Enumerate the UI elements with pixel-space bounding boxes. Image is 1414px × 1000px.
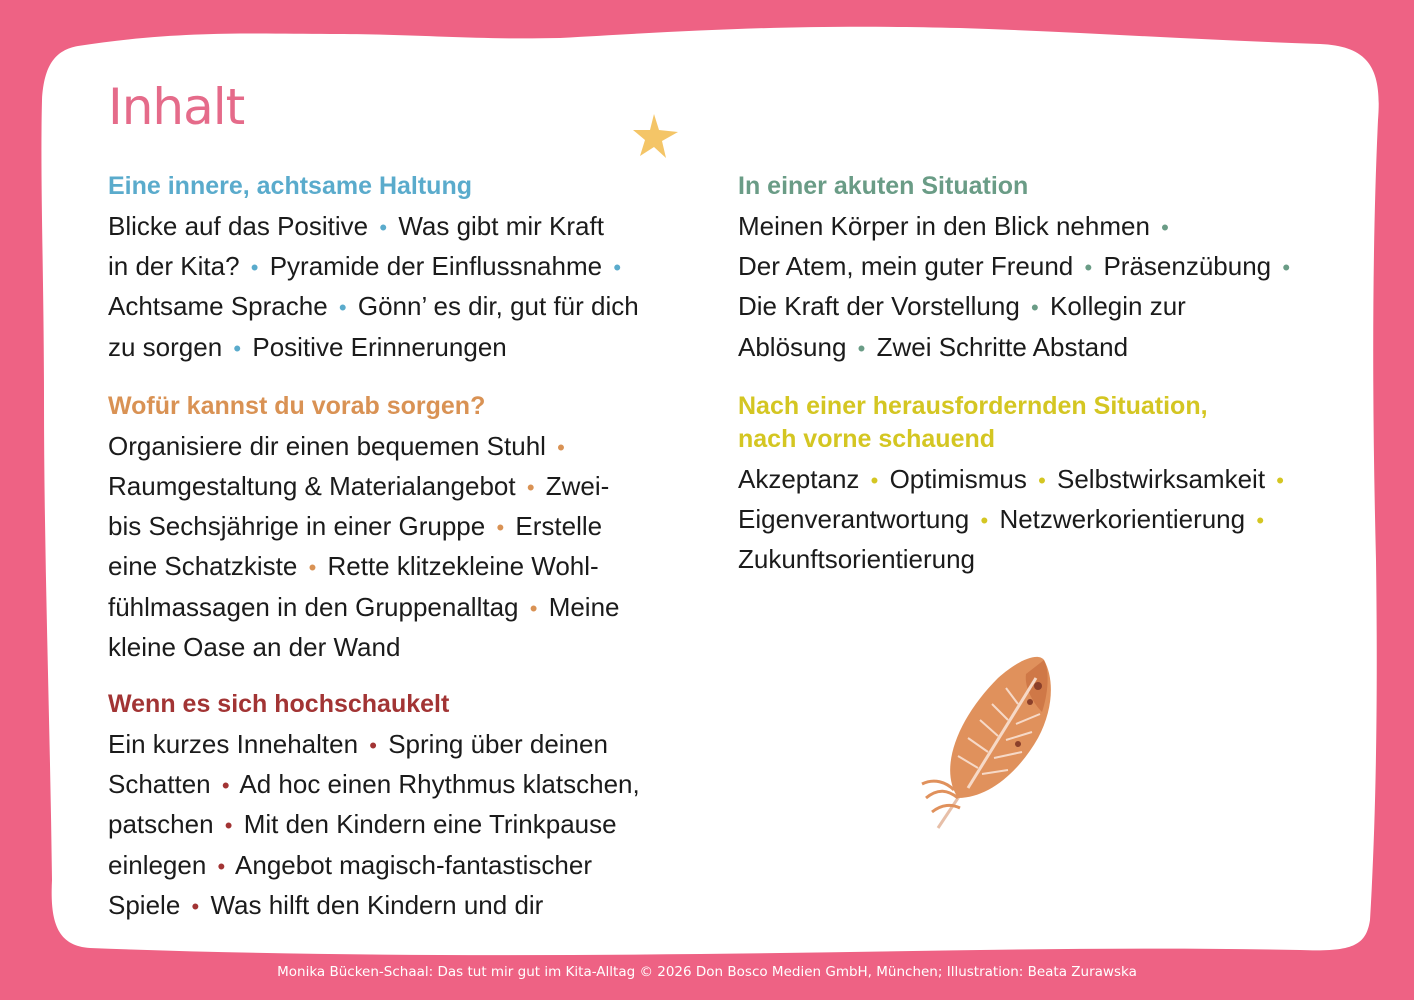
list-item: Ein kurzes Innehalten	[108, 729, 359, 760]
footer-copyright: Monika Bücken-Schaal: Das tut mir gut im Kita-Alltag © 2026 Don Bosco Medien GmbH, München; Illustration: Beata Zurawska	[277, 964, 1137, 980]
section-items	[108, 427, 688, 666]
list-item: Selbstwirksamkeit	[1057, 463, 1266, 494]
content-line	[108, 427, 688, 467]
list-item: Positive Erinnerungen	[252, 331, 507, 362]
content-line	[108, 547, 688, 587]
content-line	[108, 207, 688, 247]
content-line	[108, 287, 688, 327]
section-3	[108, 688, 688, 926]
bullet-separator: •	[613, 255, 622, 281]
section-1	[108, 170, 688, 368]
content-line	[738, 328, 1358, 368]
list-item: Optimismus	[889, 463, 1027, 494]
list-item: Ad hoc einen Rhythmus klatschen,	[239, 769, 640, 800]
list-item: Zukunftsorientierung	[738, 544, 976, 575]
list-item: Kollegin zur	[1049, 291, 1186, 322]
content-line	[108, 628, 688, 666]
section-5	[738, 390, 1358, 579]
content-line	[108, 507, 688, 547]
content-line	[738, 287, 1358, 327]
list-item: Netzwerkorientierung	[999, 504, 1246, 535]
content-line	[738, 540, 1358, 578]
bullet-separator: •	[1038, 467, 1046, 493]
section-items	[738, 460, 1358, 579]
bullet-separator: •	[369, 733, 377, 759]
content-line	[738, 207, 1358, 247]
list-item: Spring über deinen	[388, 729, 608, 760]
bullet-separator: •	[870, 467, 879, 493]
content-line	[108, 765, 688, 805]
list-item: Achtsame Sprache	[108, 291, 328, 322]
bullet-separator: •	[191, 893, 200, 919]
list-item: Rette klitzekleine Wohl-	[327, 551, 599, 582]
list-item: Ablösung	[738, 331, 847, 362]
list-item: eine Schatzkiste	[108, 551, 298, 582]
content-line	[108, 805, 688, 845]
section-items	[108, 207, 688, 368]
list-item: einlegen	[108, 849, 207, 880]
list-item: Mit den Kindern eine Trinkpause	[243, 809, 617, 840]
content-line	[108, 588, 688, 628]
bullet-separator: •	[557, 434, 565, 460]
feather-icon	[918, 648, 1068, 842]
bullet-separator: •	[1084, 255, 1093, 281]
section-heading-line: Nach einer herausfordernden Situation,	[738, 391, 1208, 420]
list-item: kleine Oase an der Wand	[108, 631, 401, 662]
list-item: zu sorgen	[108, 331, 223, 362]
bullet-separator: •	[526, 475, 535, 501]
list-item: Was hilft den Kindern und dir	[210, 889, 544, 920]
right-column	[738, 170, 1358, 600]
list-item: fühlmassagen in den Gruppenalltag	[108, 591, 519, 622]
list-item: Angebot magisch-fantastischer	[235, 849, 593, 880]
bullet-separator: •	[1276, 467, 1284, 493]
content-line	[108, 328, 688, 368]
bullet-separator: •	[980, 508, 989, 534]
bullet-separator: •	[221, 773, 230, 799]
content-line	[108, 467, 688, 507]
list-item: Die Kraft der Vorstellung	[738, 291, 1020, 322]
bullet-separator: •	[250, 255, 259, 281]
section-heading: In einer akuten Situation	[738, 172, 1029, 200]
content-line	[108, 725, 688, 765]
content-line	[738, 460, 1358, 500]
list-item: Meine	[548, 591, 620, 622]
bullet-separator: •	[379, 215, 388, 240]
list-item: Spiele	[108, 889, 181, 920]
star-icon	[632, 112, 680, 164]
section-2	[108, 390, 688, 666]
bullet-separator: •	[1161, 215, 1169, 240]
list-item: Schatten	[108, 769, 211, 800]
section-heading: Eine innere, achtsame Haltung	[108, 172, 472, 200]
section-items	[108, 725, 688, 926]
list-item: Erstelle	[515, 511, 603, 542]
bullet-separator: •	[1256, 508, 1265, 534]
bullet-separator: •	[233, 335, 242, 361]
content-line	[108, 846, 688, 886]
list-item: Raumgestaltung & Materialangebot	[108, 471, 516, 502]
section-heading	[738, 390, 1358, 456]
bullet-separator: •	[338, 295, 347, 321]
list-item: bis Sechsjährige in einer Gruppe	[108, 511, 486, 542]
section-heading-line: nach vorne schauend	[738, 424, 996, 453]
content-line	[738, 247, 1358, 287]
list-item: in der Kita?	[108, 251, 240, 282]
list-item: Blicke auf das Positive	[108, 211, 369, 241]
list-item: patschen	[108, 809, 214, 840]
bullet-separator: •	[496, 515, 505, 541]
list-item: Eigenverantwortung	[738, 504, 970, 535]
list-item: Der Atem, mein guter Freund	[738, 251, 1074, 282]
content-line	[108, 886, 688, 926]
list-item: Zwei Schritte Abstand	[876, 331, 1129, 362]
section-items	[738, 207, 1358, 368]
bullet-separator: •	[308, 555, 317, 581]
list-item: Zwei-	[545, 471, 610, 502]
list-item: Was gibt mir Kraft	[398, 211, 604, 241]
left-column	[108, 170, 688, 948]
section-4	[738, 170, 1358, 368]
bullet-separator: •	[857, 335, 866, 361]
bullet-separator: •	[529, 595, 538, 621]
list-item: Meinen Körper in den Blick nehmen	[738, 211, 1150, 241]
bullet-separator: •	[1031, 295, 1039, 321]
list-item: Präsenzübung	[1103, 251, 1272, 282]
page-title: Inhalt	[108, 78, 245, 136]
list-item: Gönn’ es dir, gut für dich	[357, 291, 639, 322]
section-heading: Wofür kannst du vorab sorgen?	[108, 391, 486, 420]
content-line	[108, 247, 688, 287]
list-item: Pyramide der Einflussnahme	[269, 251, 603, 282]
list-item: Organisiere dir einen bequemen Stuhl	[108, 430, 546, 461]
section-heading: Wenn es sich hochschaukelt	[108, 690, 450, 719]
bullet-separator: •	[217, 853, 226, 879]
bullet-separator: •	[1282, 255, 1291, 281]
content-line	[738, 500, 1358, 540]
bullet-separator: •	[224, 813, 233, 839]
list-item: Akzeptanz	[738, 463, 860, 494]
